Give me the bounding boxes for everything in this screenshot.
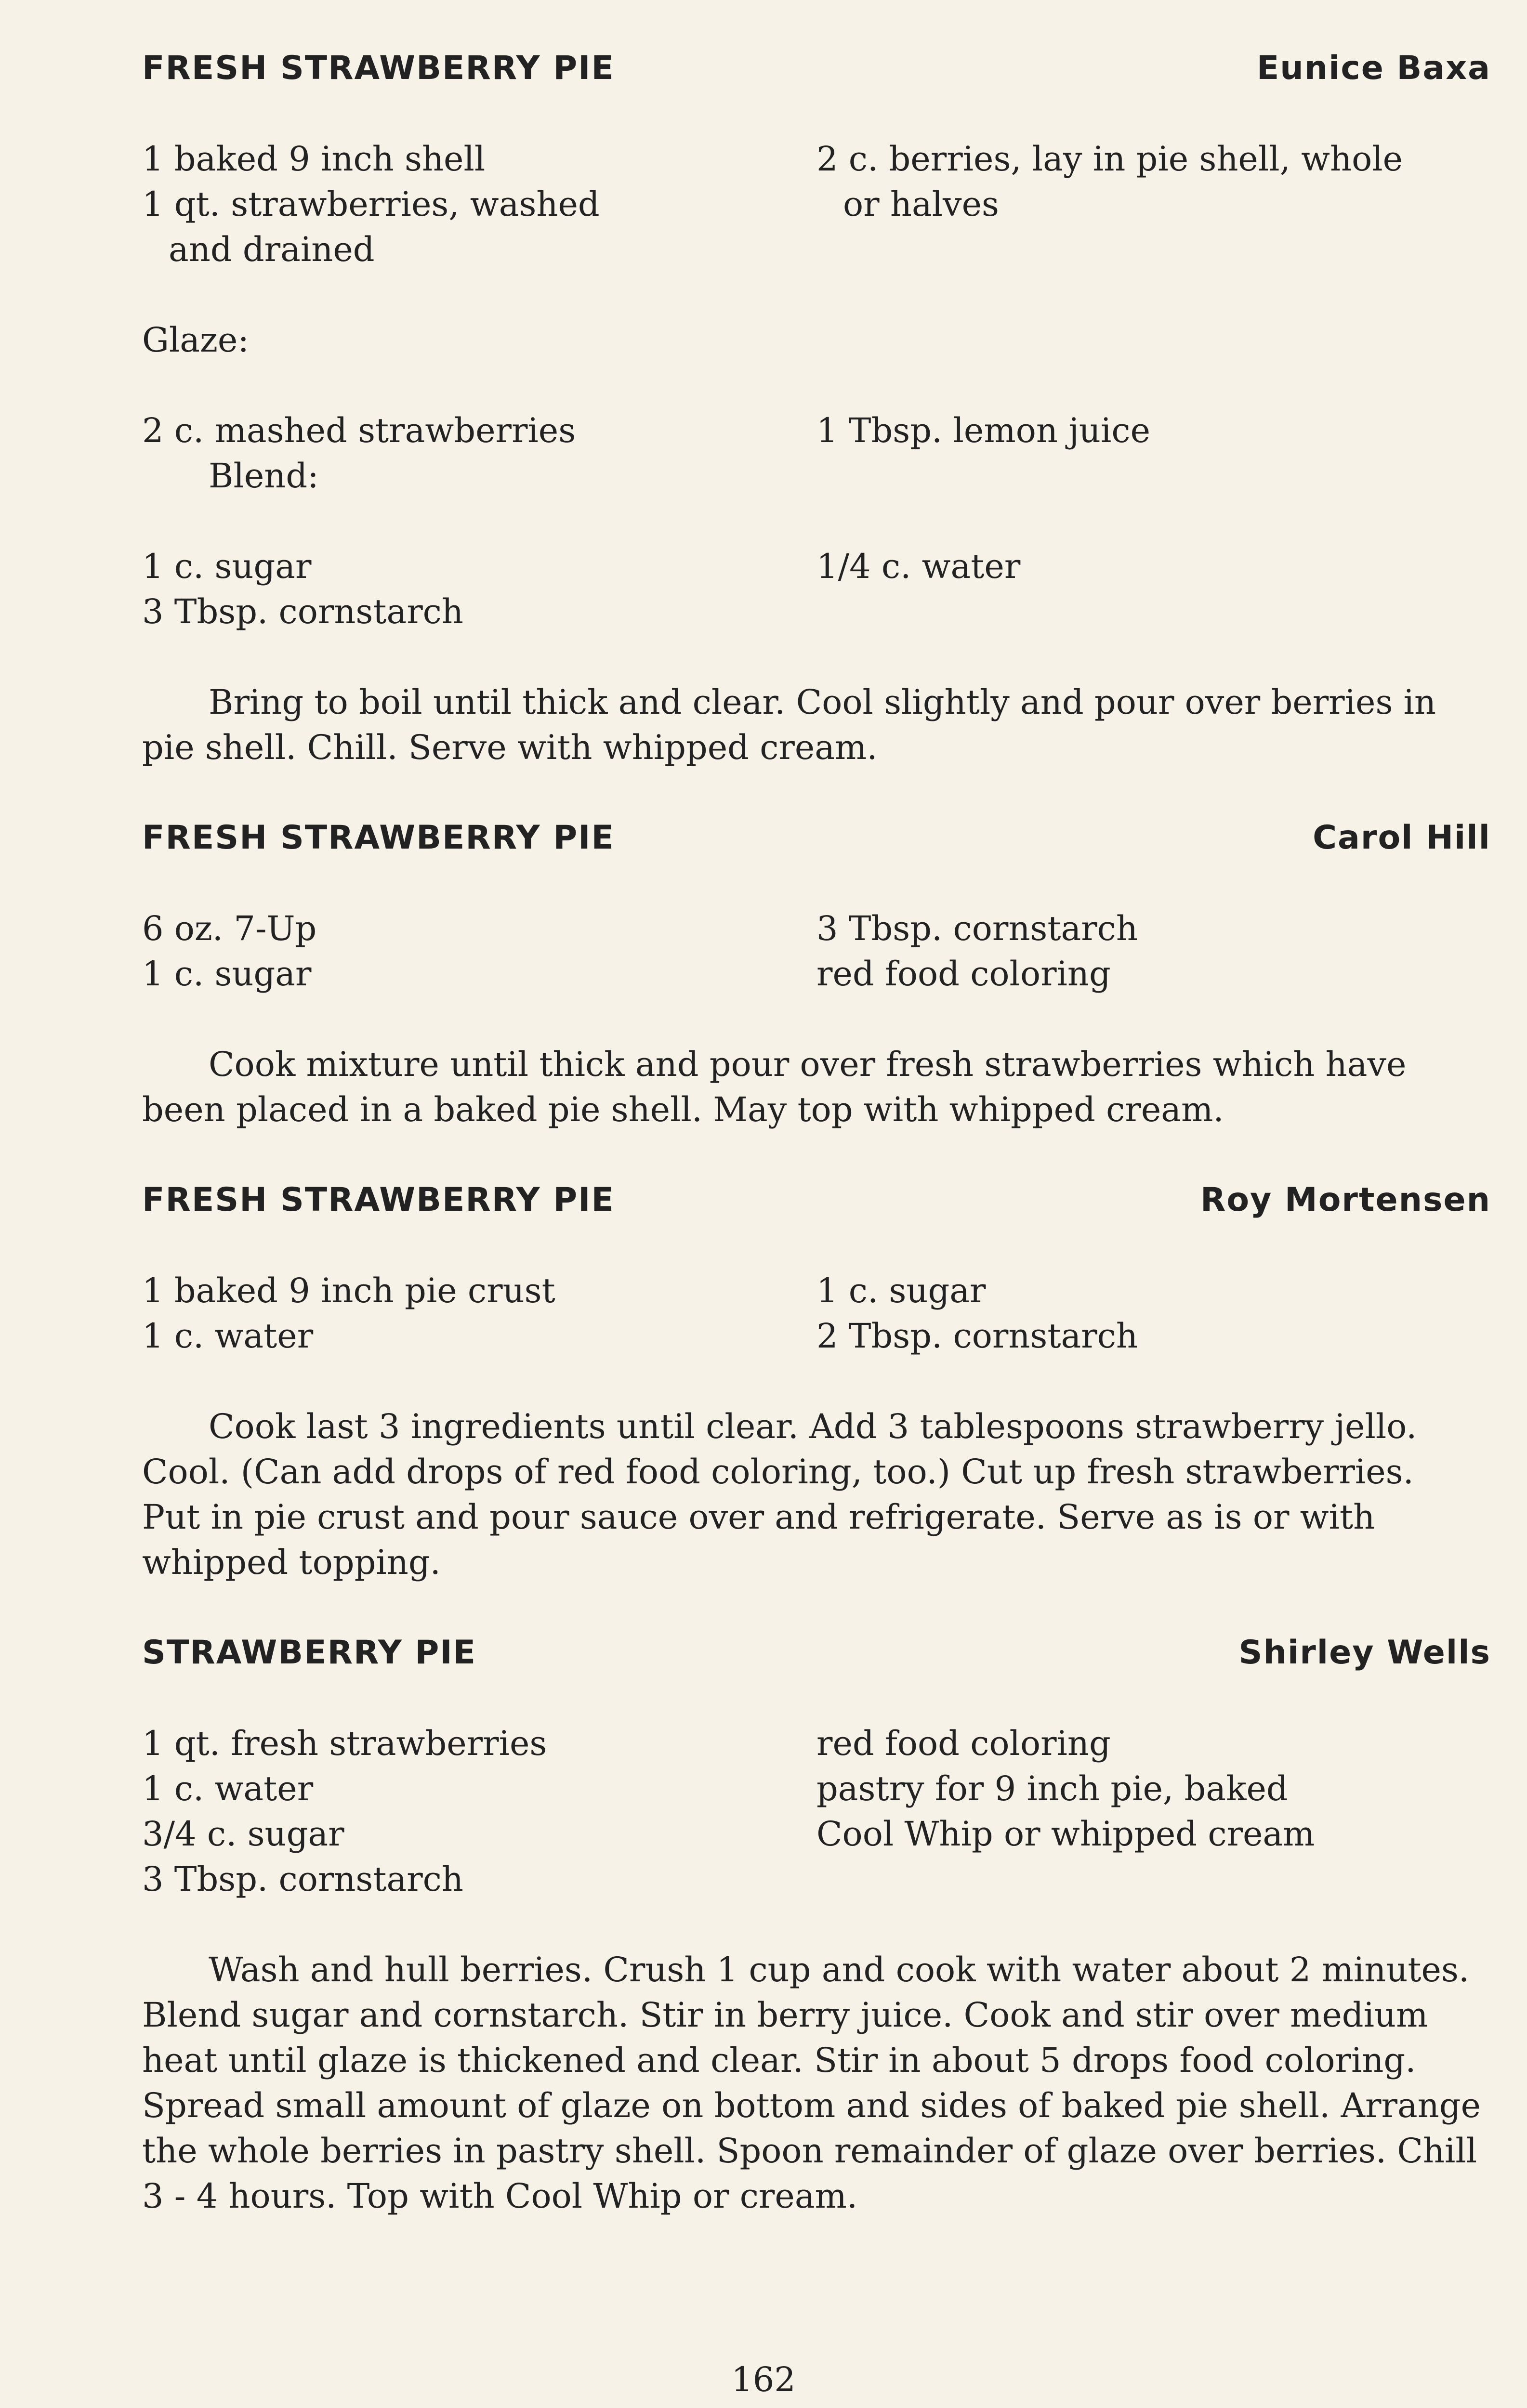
blend-label: Blend: [209, 456, 319, 496]
ingredient-list [142, 906, 1491, 996]
ingredient: 1 qt. fresh strawberries [142, 1724, 547, 1763]
ingredient [816, 1857, 1491, 1902]
recipe-directions: Cook last 3 ingredients until clear. Add 3 tablespoons strawberry jello. Cool. (Can add drops of red food coloring, too.) Cut up fresh strawberries. Put in pie crust and pour sauce over and refrigerate. Serve as is or with whipped topping. [142, 1407, 1417, 1582]
ingredient: 3 Tbsp. cornstarch [142, 592, 463, 631]
recipe-eunice-baxa [142, 46, 1491, 770]
ingredient: 1 Tbsp. lemon juice [816, 411, 1150, 450]
ingredient: 2 c. mashed strawberries [142, 411, 576, 450]
recipe-shirley-wells [142, 1630, 1491, 2219]
ingredient: red food coloring [816, 1724, 1111, 1763]
recipe-author: Carol Hill [1313, 819, 1491, 857]
ingredient-list [142, 1721, 1491, 1902]
ingredient: 3 Tbsp. cornstarch [816, 909, 1138, 948]
recipe-title: FRESH STRAWBERRY PIE [142, 49, 615, 87]
recipe-roy-mortensen [142, 1178, 1491, 1585]
ingredient [816, 227, 1491, 272]
recipe-author: Roy Mortensen [1200, 1181, 1491, 1219]
ingredient: 2 c. berries, lay in pie shell, whole [816, 139, 1403, 179]
recipe-title: FRESH STRAWBERRY PIE [142, 1181, 615, 1219]
recipe-title: STRAWBERRY PIE [142, 1634, 477, 1672]
ingredient: 1 c. water [142, 1769, 314, 1808]
recipe-directions: Wash and hull berries. Crush 1 cup and cook with water about 2 minutes. Blend sugar and cornstarch. Stir in berry juice. Cook and stir over medium heat until glaze is thickened and clear. Stir in about 5 drops food coloring. Spread small amount of glaze on bottom and sides of baked pie shell. Arrange the whole berries in pastry shell. Spoon remainder of glaze over berries. Chill 3 - 4 hours. Top with Cool Whip or cream. [142, 1950, 1481, 2216]
glaze-label: Glaze: [142, 320, 249, 360]
ingredient: 1/4 c. water [816, 547, 1021, 586]
ingredient-list [142, 136, 1491, 272]
page-number: 162 [731, 2360, 796, 2399]
blend-ingredient-list [142, 544, 1491, 634]
recipe-header [142, 815, 1491, 861]
ingredient: 1 qt. strawberries, washed [142, 184, 600, 224]
ingredient: 1 c. sugar [142, 954, 312, 994]
recipe-header [142, 1178, 1491, 1223]
ingredient: 1 c. sugar [142, 547, 312, 586]
recipe-header [142, 46, 1491, 91]
ingredient: and drained [169, 230, 375, 269]
recipe-author: Eunice Baxa [1256, 49, 1491, 87]
recipe-title: FRESH STRAWBERRY PIE [142, 819, 615, 857]
ingredient: 6 oz. 7-Up [142, 909, 317, 948]
ingredient: or halves [843, 184, 999, 224]
recipe-header [142, 1630, 1491, 1675]
recipe-author: Shirley Wells [1238, 1634, 1491, 1672]
cookbook-page [142, 46, 1491, 2252]
recipe-directions: Bring to boil until thick and clear. Cool slightly and pour over berries in pie shell. Chill. Serve with whipped cream. [142, 682, 1436, 767]
ingredient-list [142, 1268, 1491, 1359]
ingredient: 3 Tbsp. cornstarch [142, 1859, 463, 1899]
ingredient: red food coloring [816, 954, 1111, 994]
ingredient: 2 Tbsp. cornstarch [816, 1316, 1138, 1356]
ingredient [816, 589, 1491, 634]
glaze-ingredient-list [142, 408, 1491, 453]
recipe-carol-hill [142, 815, 1491, 1132]
ingredient: 1 c. sugar [816, 1271, 986, 1310]
ingredient: pastry for 9 inch pie, baked [816, 1769, 1288, 1808]
ingredient: Cool Whip or whipped cream [816, 1814, 1315, 1854]
ingredient: 1 c. water [142, 1316, 314, 1356]
ingredient: 1 baked 9 inch shell [142, 139, 486, 179]
ingredient: 1 baked 9 inch pie crust [142, 1271, 555, 1310]
recipe-directions: Cook mixture until thick and pour over fresh strawberries which have been placed in a baked pie shell. May top with whipped cream. [142, 1045, 1407, 1129]
ingredient: 3/4 c. sugar [142, 1814, 344, 1854]
